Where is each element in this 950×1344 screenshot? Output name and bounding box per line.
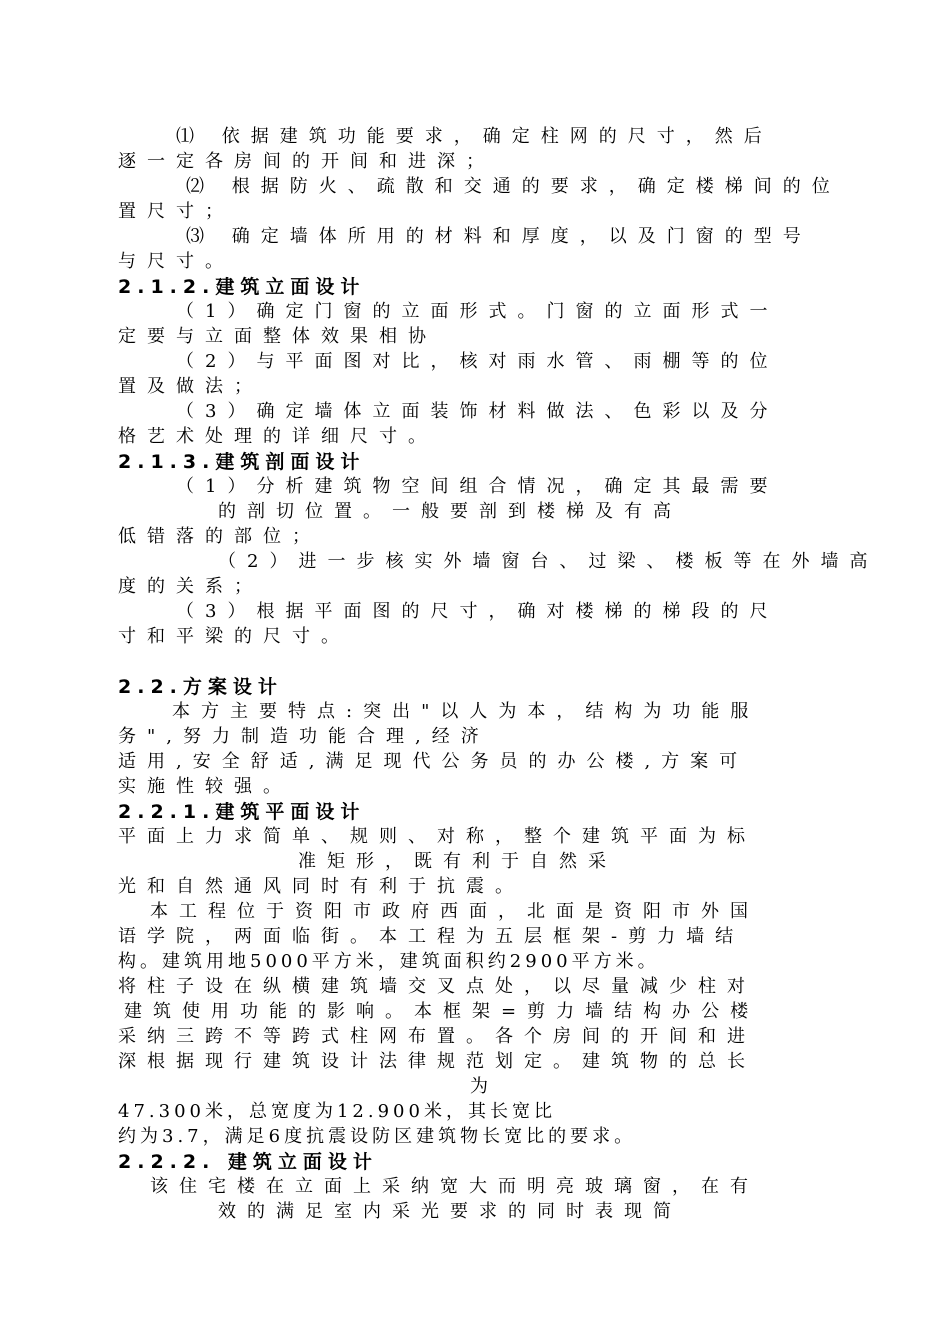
text-line: （1）确定门窗的立面形式。门窗的立面形式一 [176, 301, 779, 322]
text-line: 约为3.7，满足6度抗震设防区建筑物长宽比的要求。 [118, 1126, 637, 1147]
text-line: 为 [470, 1076, 499, 1097]
text-line: 本方主要特点:突出"以人为本，结构为功能服 [172, 701, 760, 722]
text-line: 该住宅楼在立面上采纳宽大而明亮玻璃窗，在有 [150, 1176, 759, 1197]
section-heading: 2.1.3.建筑剖面设计 [118, 451, 366, 473]
section-heading: 2.2.方案设计 [118, 676, 283, 698]
section-heading: 2.1.2.建筑立面设计 [118, 276, 366, 298]
text-line: 置尺寸； [118, 201, 234, 222]
section-heading: 2.2.2. 建筑立面设计 [118, 1151, 378, 1173]
text-line: 逐一定各房间的开间和进深； [118, 151, 495, 172]
text-line: 低错落的部位； [118, 526, 321, 547]
text-line: （1）分析建筑物空间组合情况，确定其最需要 [176, 476, 779, 497]
text-line: 47.300米，总宽度为12.900米，其长宽比 [118, 1101, 556, 1122]
text-line: 定要与立面整体效果相协 [118, 326, 437, 347]
text-line: （3）确定墙体立面装饰材料做法、色彩以及分 [176, 401, 779, 422]
text-line: （3）根据平面图的尺寸，确对楼梯的梯段的尺 [176, 601, 779, 622]
text-line: 平面上力求简单、规则、对称，整个建筑平面为标 [118, 826, 756, 847]
text-line: 语学院，两面临街。本工程为五层框架-剪力墙结 [118, 926, 745, 947]
section-heading: 2.2.1.建筑平面设计 [118, 801, 366, 823]
text-line: 光和自然通风同时有利于抗震。 [118, 876, 524, 897]
text-line: （2）进一步核实外墙窗台、过梁、楼板等在外墙高 [218, 551, 879, 572]
text-line: 建筑使用功能的影响。本框架=剪力墙结构办公楼 [124, 1001, 760, 1022]
text-line: 本工程位于资阳市政府西面，北面是资阳市外国 [150, 901, 759, 922]
text-line: ⑶ 确定墙体所用的材料和厚度，以及门窗的型号 [186, 226, 812, 247]
text-line: ⑵ 根据防火、疏散和交通的要求，确定楼梯间的位 [186, 176, 841, 197]
text-line: 实施性较强。 [118, 776, 292, 797]
text-line: 与尺寸。 [118, 251, 234, 272]
text-line: ⑴ 依据建筑功能要求，确定柱网的尺寸，然后 [176, 126, 773, 147]
text-line: 务",努力制造功能合理,经济 [118, 726, 490, 747]
text-line: 采纳三跨不等跨式柱网布置。各个房间的开间和进 [118, 1026, 756, 1047]
text-line: 置及做法； [118, 376, 263, 397]
text-line: 适用,安全舒适,满足现代公务员的办公楼,方案可 [118, 751, 749, 772]
text-line: 构。建筑用地5000平方米，建筑面积约2900平方米。 [118, 951, 660, 972]
text-line: 深根据现行建筑设计法律规范划定。建筑物的总长 [118, 1051, 756, 1072]
text-line: 度的关系； [118, 576, 263, 597]
text-line: 的剖切位置。一般要剖到楼梯及有高 [218, 501, 682, 522]
text-line: 准矩形，既有利于自然采 [298, 851, 617, 872]
text-line: 寸和平梁的尺寸。 [118, 626, 350, 647]
text-line: 格艺术处理的详细尺寸。 [118, 426, 437, 447]
text-line: （2）与平面图对比，核对雨水管、雨棚等的位 [176, 351, 779, 372]
text-line: 效的满足室内采光要求的同时表现简 [218, 1201, 682, 1222]
text-line: 将柱子设在纵横建筑墙交叉点处，以尽量减少柱对 [118, 976, 756, 997]
